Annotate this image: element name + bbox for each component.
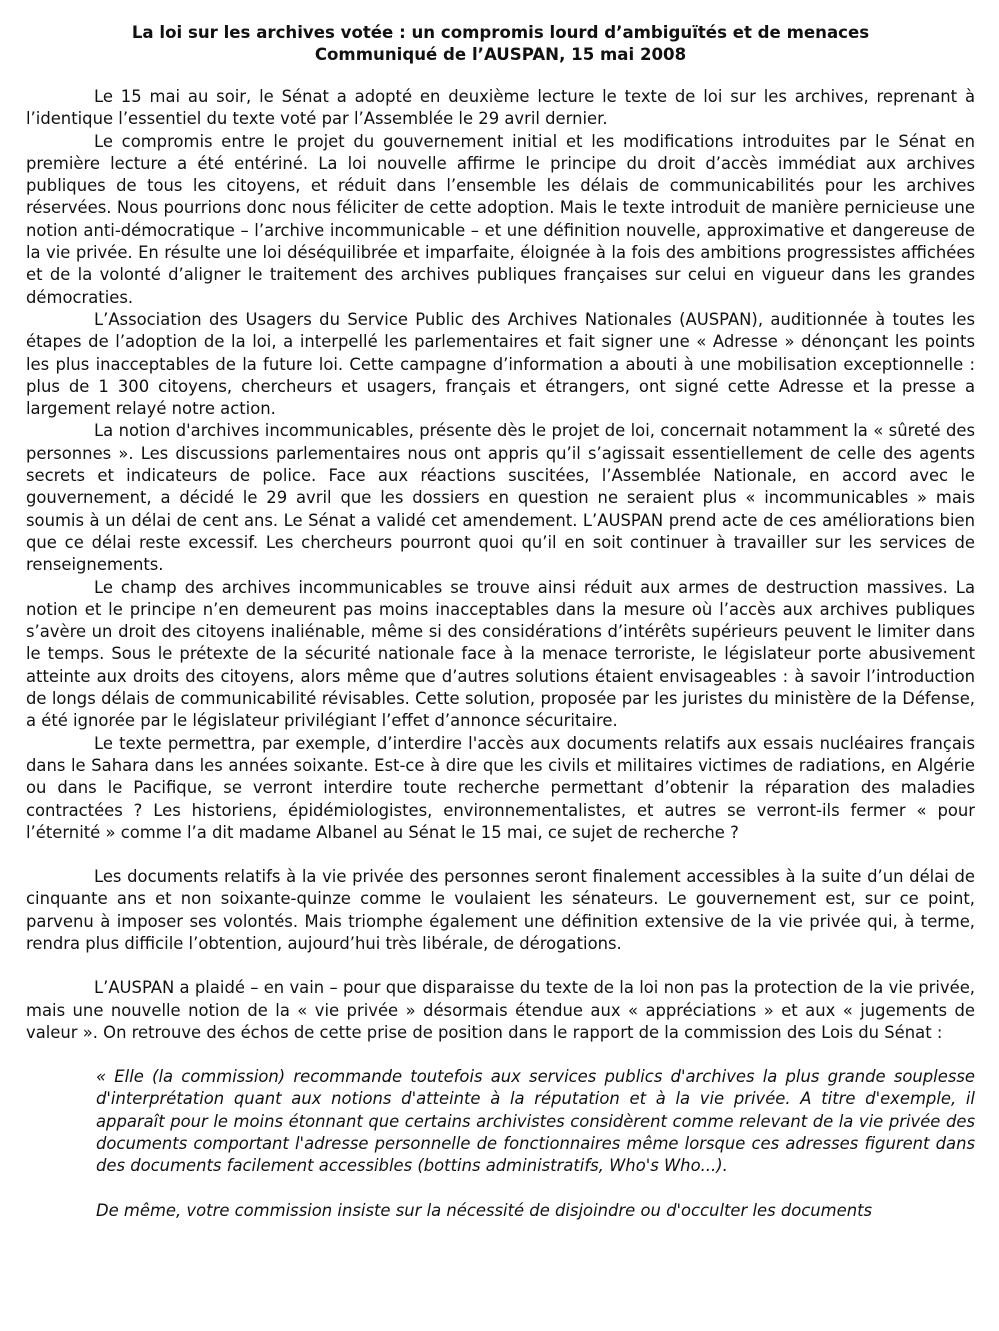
paragraph-8: L’AUSPAN a plaidé – en vain – pour que disparaisse du texte de la loi non pas la protection de la vie privée, mais une nouvelle notion de la « vie privée » désormais étendue aux « appréciations » et aux « jugements de valeur ». On retrouve des échos de cette prise de position dans le rapport de la commission des Lois du Sénat : — [26, 978, 975, 1042]
title-line-2: Communiqué de l’AUSPAN, 15 mai 2008 — [314, 45, 687, 64]
paragraph-5: Le champ des archives incommunicables se trouve ainsi réduit aux armes de destruction massives. La notion et le principe n’en demeurent pas moins inacceptables dans la mesure où l’accès aux archives publiques s’avère un droit des citoyens inaliénable, même si des considérations d’intérêts supérieurs peuvent le limiter dans le temps. Sous le prétexte de la sécurité nationale face à la menace terroriste, le législateur porte abusivement atteinte aux droits des citoyens, alors même que d’autres solutions étaient envisageables : à savoir l’introduction de longs délais de communicabilité révisables. Cette solution, proposée par les juristes du ministère de la Défense, a été ignorée par le législateur privilégiant l’effet d’annonce sécuritaire. — [26, 577, 975, 731]
document-body — [26, 86, 975, 1222]
quote-paragraph-2: De même, votre commission insiste sur la nécessité de disjoindre ou d'occulter les documents — [96, 1200, 873, 1220]
document-title — [26, 22, 975, 66]
paragraph-1: Le 15 mai au soir, le Sénat a adopté en deuxième lecture le texte de loi sur les archives, reprenant à l’identique l’essentiel du texte voté par l’Assemblée le 29 avril dernier. — [26, 87, 975, 129]
paragraph-6: Le texte permettra, par exemple, d’interdire l'accès aux documents relatifs aux essais nucléaires français dans le Sahara dans les années soixante. Est-ce à dire que les civils et militaires victimes de radiations, en Algérie ou dans le Pacifique, se verront interdire toute recherche permettant d’obtenir la réparation des maladies contractées ? Les historiens, épidémiologistes, environnementalistes, et autres se verront-ils fermer « pour l’éternité » comme l’a dit madame Albanel au Sénat le 15 mai, ce sujet de recherche ? — [26, 733, 975, 842]
paragraph-3: L’Association des Usagers du Service Public des Archives Nationales (AUSPAN), auditionnée à toutes les étapes de l’adoption de la loi, a interpellé les parlementaires et fait signer une « Adresse » dénonçant les points les plus inacceptables de la future loi. Cette campagne d’information a abouti à une mobilisation exceptionnelle : plus de 1 300 citoyens, chercheurs et usagers, français et étrangers, ont signé cette Adresse et la presse a largement relayé notre action. — [26, 309, 975, 419]
paragraph-7: Les documents relatifs à la vie privée des personnes seront finalement accessibles à la suite d’un délai de cinquante ans et non soixante-quinze comme le voulaient les sénateurs. Le gouvernement est, sur ce point, parvenu à imposer ses volontés. Mais triomphe également une définition extensive de la vie privée qui, à terme, rendra plus difficile l’obtention, aujourd’hui très libérale, de dérogations. — [26, 867, 975, 953]
paragraph-2: Le compromis entre le projet du gouvernement initial et les modifications introduites par le Sénat en première lecture a été entériné. La loi nouvelle affirme le principe du droit d’accès immédiat aux archives publiques de tous les citoyens, et réduit dans l’ensemble les délais de communicabilités pour les archives réservées. Nous pourrions donc nous féliciter de cette adoption. Mais le texte introduit de manière pernicieuse une notion anti-démocratique – l’archive incommunicable – et une définition nouvelle, approximative et dangereuse de la vie privée. En résulte une loi déséquilibrée et imparfaite, éloignée à la fois des ambitions progressistes affichées et de la volonté d’aligner le traitement des archives publiques françaises sur celui en vigueur dans les grandes démocraties. — [26, 131, 975, 307]
title-line-1: La loi sur les archives votée : un compromis lourd d’ambiguïtés et de menaces — [131, 23, 870, 42]
paragraph-4: La notion d'archives incommunicables, présente dès le projet de loi, concernait notamment la « sûreté des personnes ». Les discussions parlementaires nous ont appris qu’il s’agissait essentiellement de celle des agents secrets et indicateurs de police. Face aux réactions suscitées, l’Assemblée Nationale, en accord avec le gouvernement, a décidé le 29 avril que les dossiers en question ne seraient plus « incommunicables » mais soumis à un délai de cent ans. Le Sénat a validé cet amendement. L’AUSPAN prend acte de ces améliorations bien que ce délai reste excessif. Les chercheurs pourront quoi qu’il en soit continuer à travailler sur les services de renseignements. — [26, 421, 975, 575]
quote-paragraph-1: « Elle (la commission) recommande toutefois aux services publics d'archives la plus grande souplesse d'interprétation quant aux notions d'atteinte à la réputation et à la vie privée. A titre d'exemple, il apparaît pour le moins étonnant que certains archivistes considèrent comme relevant de la vie privée des documents comportant l'adresse personnelle de fonctionnaires même lorsque ces adresses figurent dans des documents facilement accessibles (bottins administratifs, Who's Who...). — [96, 1067, 975, 1176]
